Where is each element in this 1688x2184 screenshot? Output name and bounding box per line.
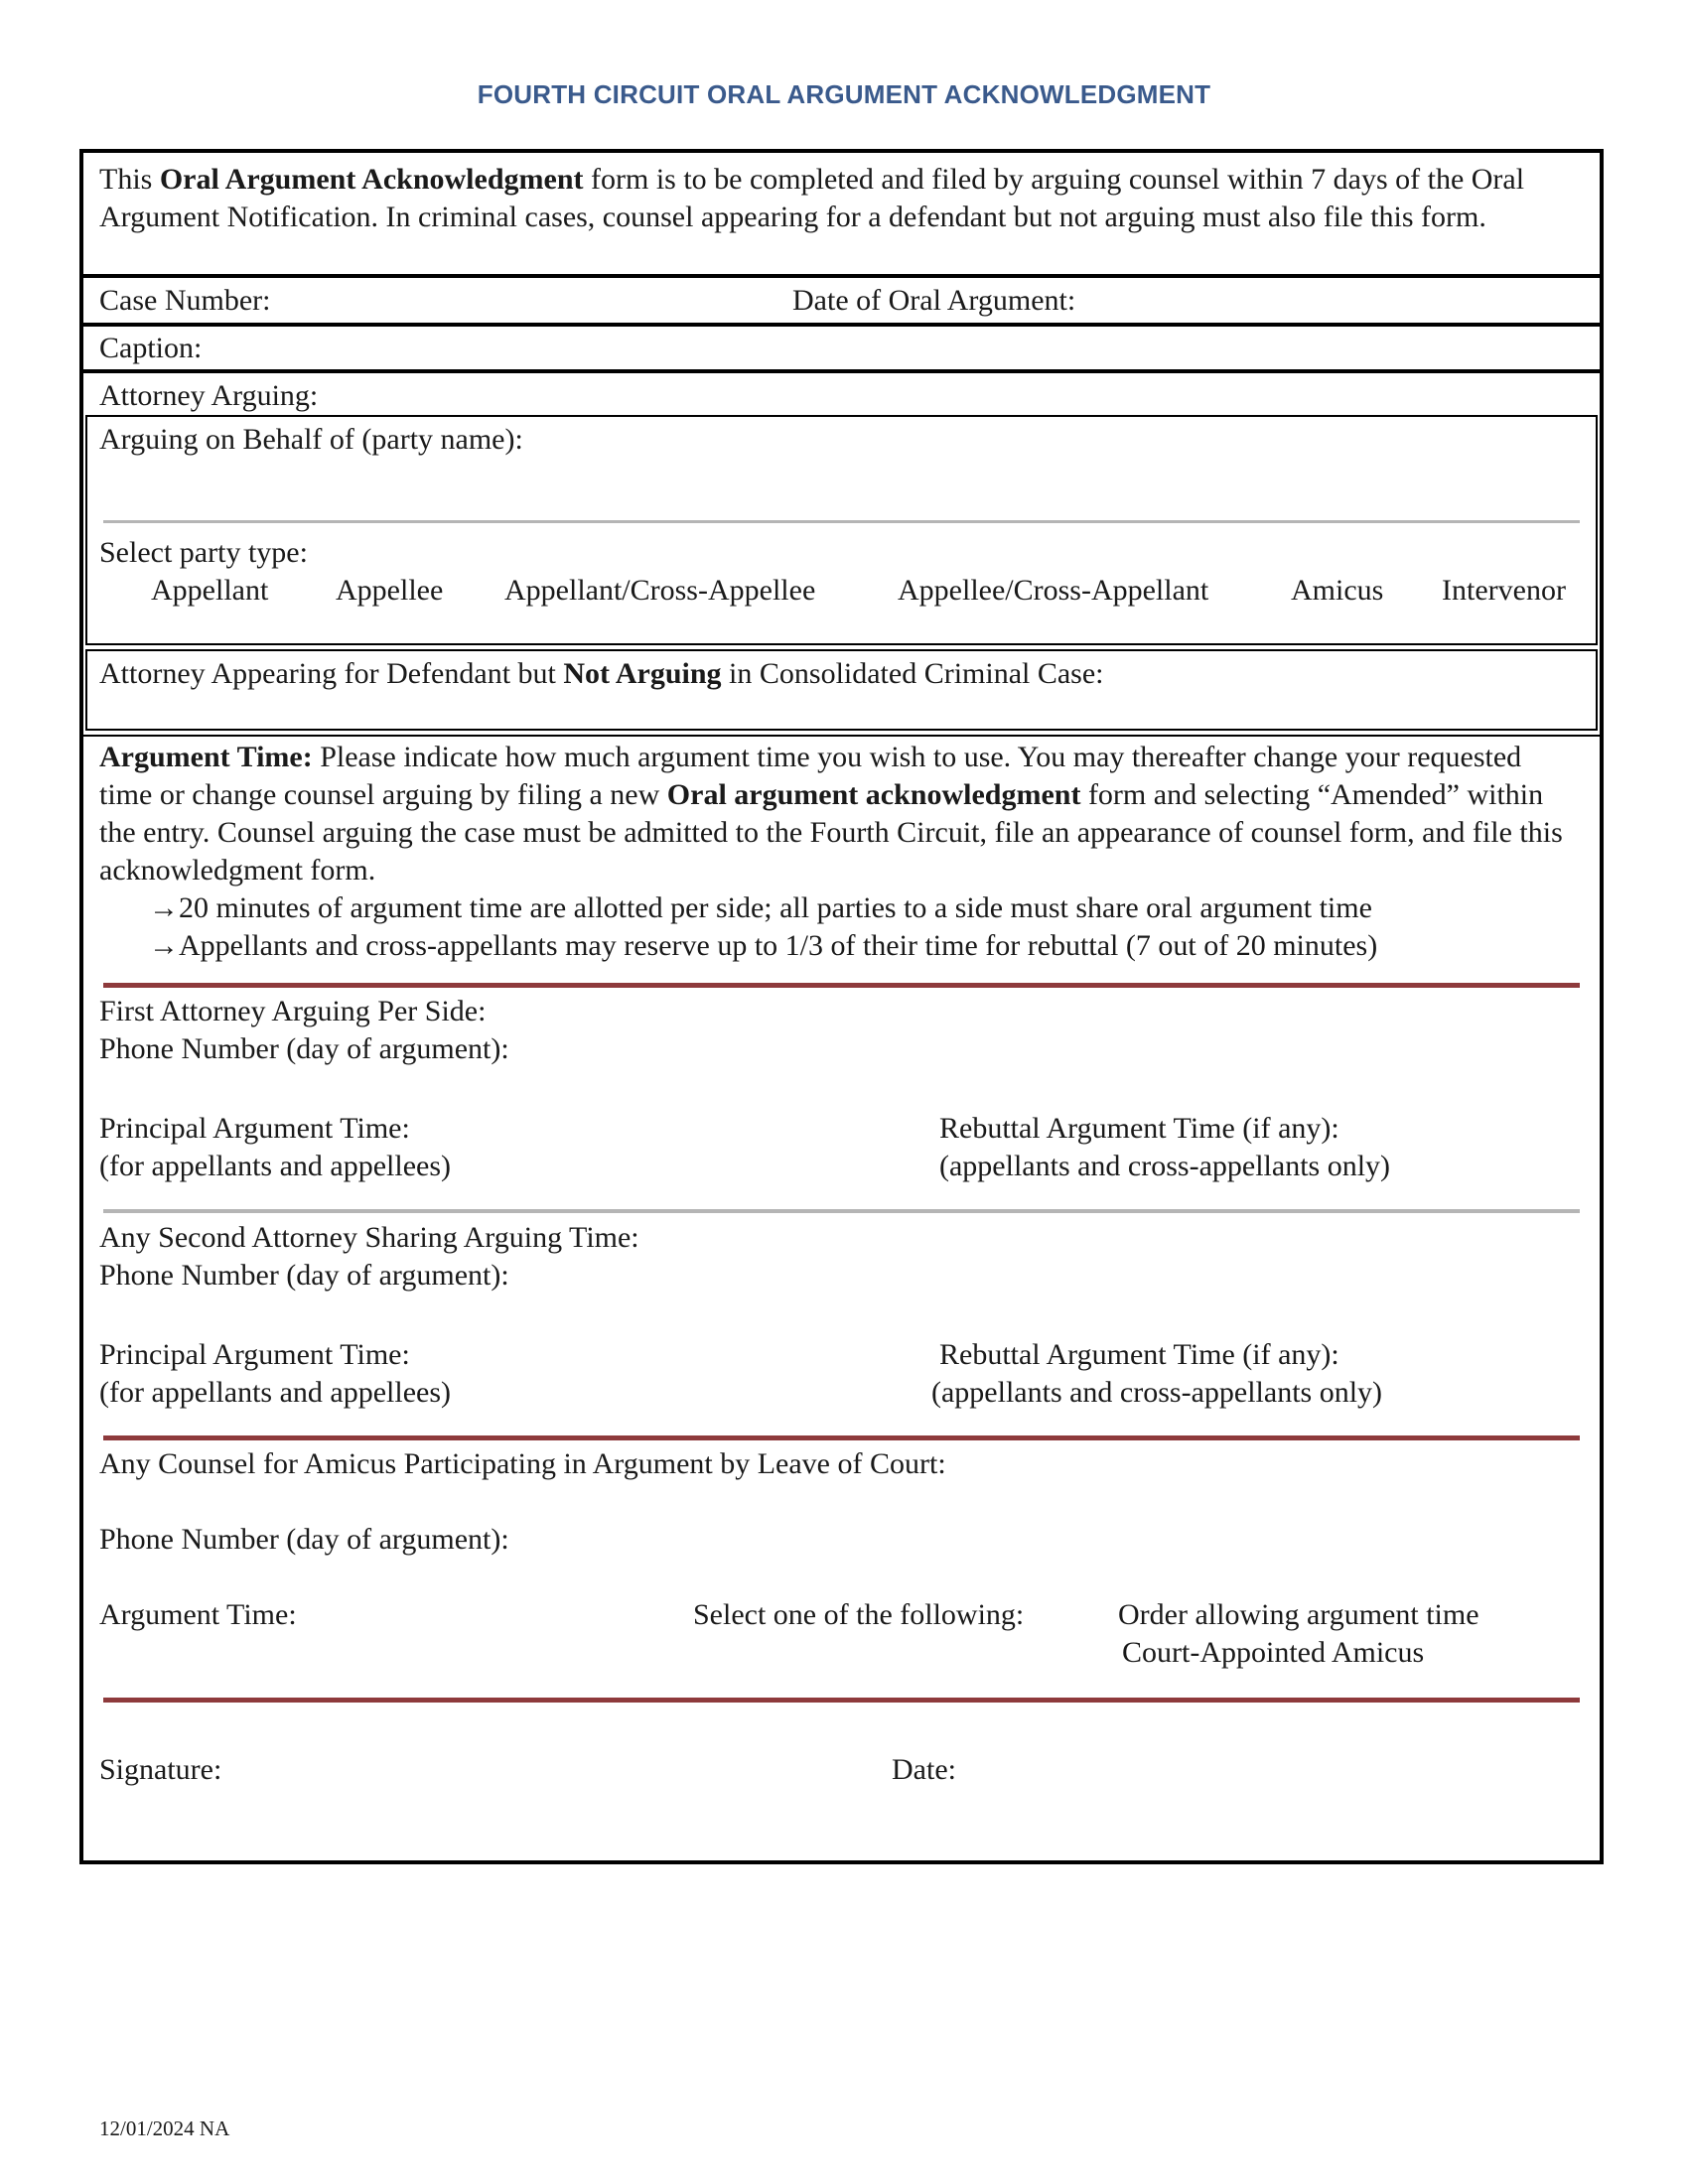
case-number-field[interactable]: Case Number: [99,284,271,317]
select-party-type-label: Select party type: [99,536,308,569]
caption-field[interactable]: Caption: [99,332,203,364]
divider [83,369,1600,373]
arguing-on-behalf-field[interactable]: Arguing on Behalf of (party name): [99,423,523,456]
party-type-appellant[interactable]: Appellant [151,574,269,607]
divider [83,323,1600,327]
argument-time-bullet-2: →Appellants and cross-appellants may reserve up to 1/3 of their time for rebuttal (7 out of 20 minutes) [149,929,1378,962]
first-rebuttal-time-field[interactable]: Rebuttal Argument Time (if any): [939,1112,1339,1145]
party-section [85,415,1598,645]
section-divider-red [103,1435,1580,1440]
first-principal-time-field[interactable]: Principal Argument Time: [99,1112,410,1145]
first-attorney-phone-field[interactable]: Phone Number (day of argument): [99,1032,509,1065]
party-type-intervenor[interactable]: Intervenor [1442,574,1566,607]
section-divider-gray [103,1209,1580,1213]
intro-text: This Oral Argument Acknowledgment form is to be completed and filed by arguing counsel within 7 days of the Oral Argument Notification. In criminal cases, counsel appearing for a defendant but not arguing must also file this form. [99,163,1525,233]
second-rebuttal-time-field[interactable]: Rebuttal Argument Time (if any): [939,1338,1339,1371]
amicus-phone-field[interactable]: Phone Number (day of argument): [99,1523,509,1556]
signature-date-field[interactable]: Date: [892,1753,956,1786]
party-type-amicus[interactable]: Amicus [1291,574,1384,607]
second-attorney-field[interactable]: Any Second Attorney Sharing Arguing Time: [99,1221,639,1254]
divider [83,274,1600,278]
second-rebuttal-note: (appellants and cross-appellants only) [931,1376,1383,1409]
amicus-option-order[interactable]: Order allowing argument time [1118,1598,1479,1631]
amicus-counsel-field[interactable]: Any Counsel for Amicus Participating in Argument by Leave of Court: [99,1447,946,1480]
argument-time-bullet-1: →20 minutes of argument time are allotted per side; all parties to a side must share oral argument time [149,891,1372,924]
party-name-line [103,520,1580,523]
attorney-arguing-field[interactable]: Attorney Arguing: [99,379,319,412]
argument-time-instructions: Argument Time: Please indicate how much argument time you wish to use. You may thereafter change your requested time or change counsel arguing by filing a new Oral argument acknowledgment form and selecting “Amended” within the entry. Counsel arguing the case must be admitted to the Fourth Circuit, file an appearance of counsel form, and file this acknowledgment form. [99,741,1563,887]
party-type-appellant-cross-appellee[interactable]: Appellant/Cross-Appellee [504,574,816,607]
date-of-oral-argument-field[interactable]: Date of Oral Argument: [792,284,1076,317]
amicus-option-court-appointed[interactable]: Court-Appointed Amicus [1122,1636,1425,1669]
not-arguing-section [85,649,1598,731]
amicus-argument-time-field[interactable]: Argument Time: [99,1598,297,1631]
section-divider-red [103,983,1580,988]
acknowledgment-form [79,149,1604,1864]
signature-field[interactable]: Signature: [99,1753,222,1786]
party-type-appellee-cross-appellant[interactable]: Appellee/Cross-Appellant [898,574,1209,607]
not-arguing-field[interactable]: Attorney Appearing for Defendant but Not Arguing in Consolidated Criminal Case: [99,657,1104,690]
form-revision-date: 12/01/2024 NA [99,2116,230,2140]
divider [83,735,1600,737]
second-attorney-phone-field[interactable]: Phone Number (day of argument): [99,1259,509,1292]
first-attorney-field[interactable]: First Attorney Arguing Per Side: [99,995,487,1027]
form-title: FOURTH CIRCUIT ORAL ARGUMENT ACKNOWLEDGMENT [477,79,1211,109]
party-type-appellee[interactable]: Appellee [336,574,444,607]
second-principal-time-field[interactable]: Principal Argument Time: [99,1338,410,1371]
first-rebuttal-note: (appellants and cross-appellants only) [939,1150,1391,1182]
first-principal-note: (for appellants and appellees) [99,1150,452,1182]
amicus-select-label: Select one of the following: [693,1598,1025,1631]
section-divider-red [103,1698,1580,1703]
second-principal-note: (for appellants and appellees) [99,1376,452,1409]
